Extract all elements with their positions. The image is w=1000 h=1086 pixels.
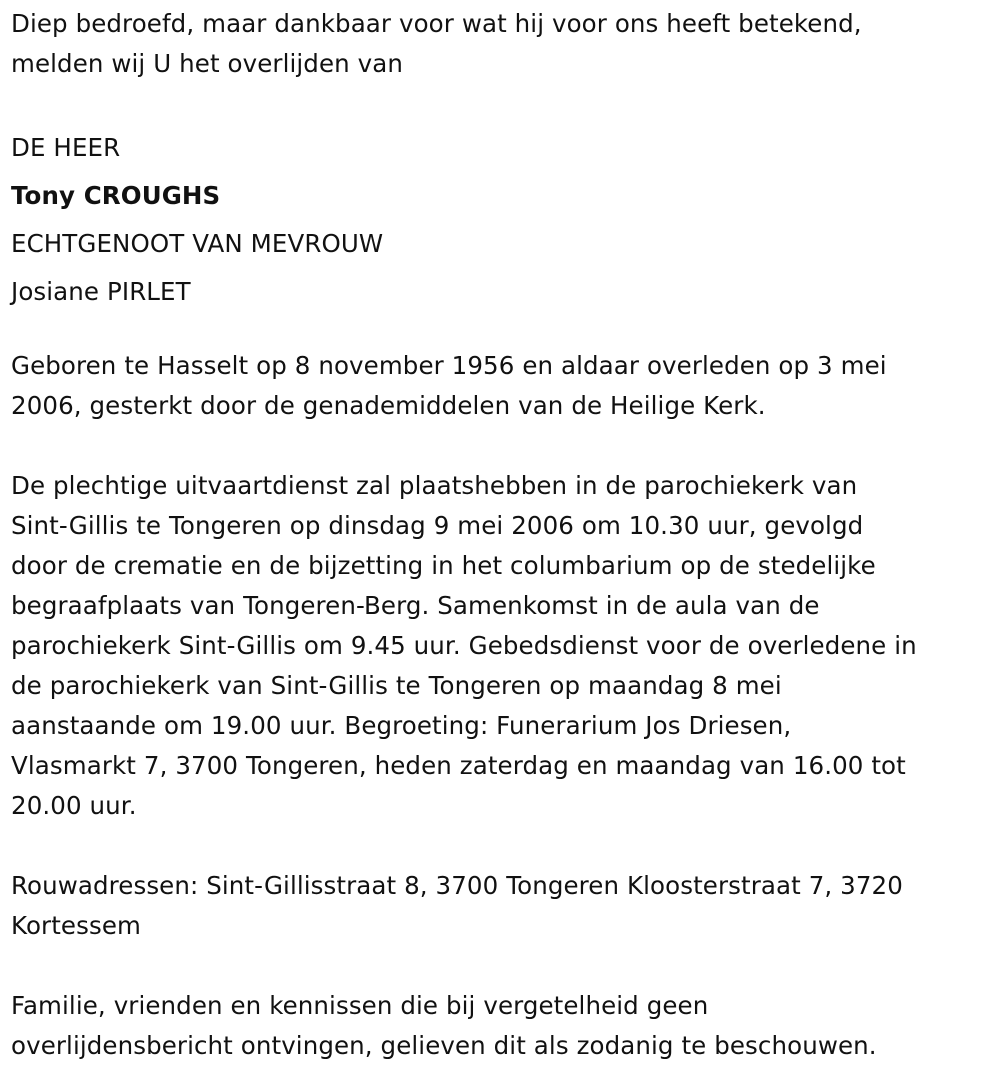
honorific: DE HEER: [11, 133, 121, 162]
spacer: [11, 826, 996, 866]
obituary-notice: [11, 4, 996, 1066]
spacer: [11, 426, 996, 466]
deceased-name: Tony CROUGHS: [11, 181, 221, 210]
spacer: [11, 946, 996, 986]
birth-death-text: Geboren te Hasselt op 8 november 1956 en aldaar overleden op 3 mei 2006, gesterkt door de genademiddelen van de Heilige Kerk.: [11, 351, 887, 420]
funeral-text: De plechtige uitvaartdienst zal plaatshebben in de parochiekerk van Sint-Gillis te Tongeren op dinsdag 9 mei 2006 om 10.30 uur, gevolgd door de crematie en de bijzetting in het columbarium op de stedelijke begraafplaats van Tongeren-Berg. Samenkomst in de aula van de parochiekerk Sint-Gillis om 9.45 uur. Gebedsdienst voor de overledene in de parochiekerk van Sint-Gillis te Tongeren op maandag 8 mei aanstaande om 19.00 uur. Begroeting: Funerarium Jos Driesen, Vlasmarkt 7, 3700 Tongeren, heden zaterdag en maandag van 16.00 tot 20.00 uur.: [11, 471, 917, 820]
spacer: [11, 316, 996, 346]
spacer: [11, 84, 996, 124]
spouse-label: ECHTGENOOT VAN MEVROUW: [11, 229, 384, 258]
addresses-text: Rouwadressen: Sint-Gillisstraat 8, 3700 Tongeren Kloosterstraat 7, 3720 Kortessem: [11, 871, 903, 940]
closing-text: Familie, vrienden en kennissen die bij vergetelheid geen overlijdensbericht ontvingen, gelieven dit als zodanig te beschouwen.: [11, 991, 877, 1060]
spouse-name: Josiane PIRLET: [11, 277, 191, 306]
intro-text: Diep bedroefd, maar dankbaar voor wat hij voor ons heeft betekend, melden wij U het overlijden van: [11, 9, 862, 78]
